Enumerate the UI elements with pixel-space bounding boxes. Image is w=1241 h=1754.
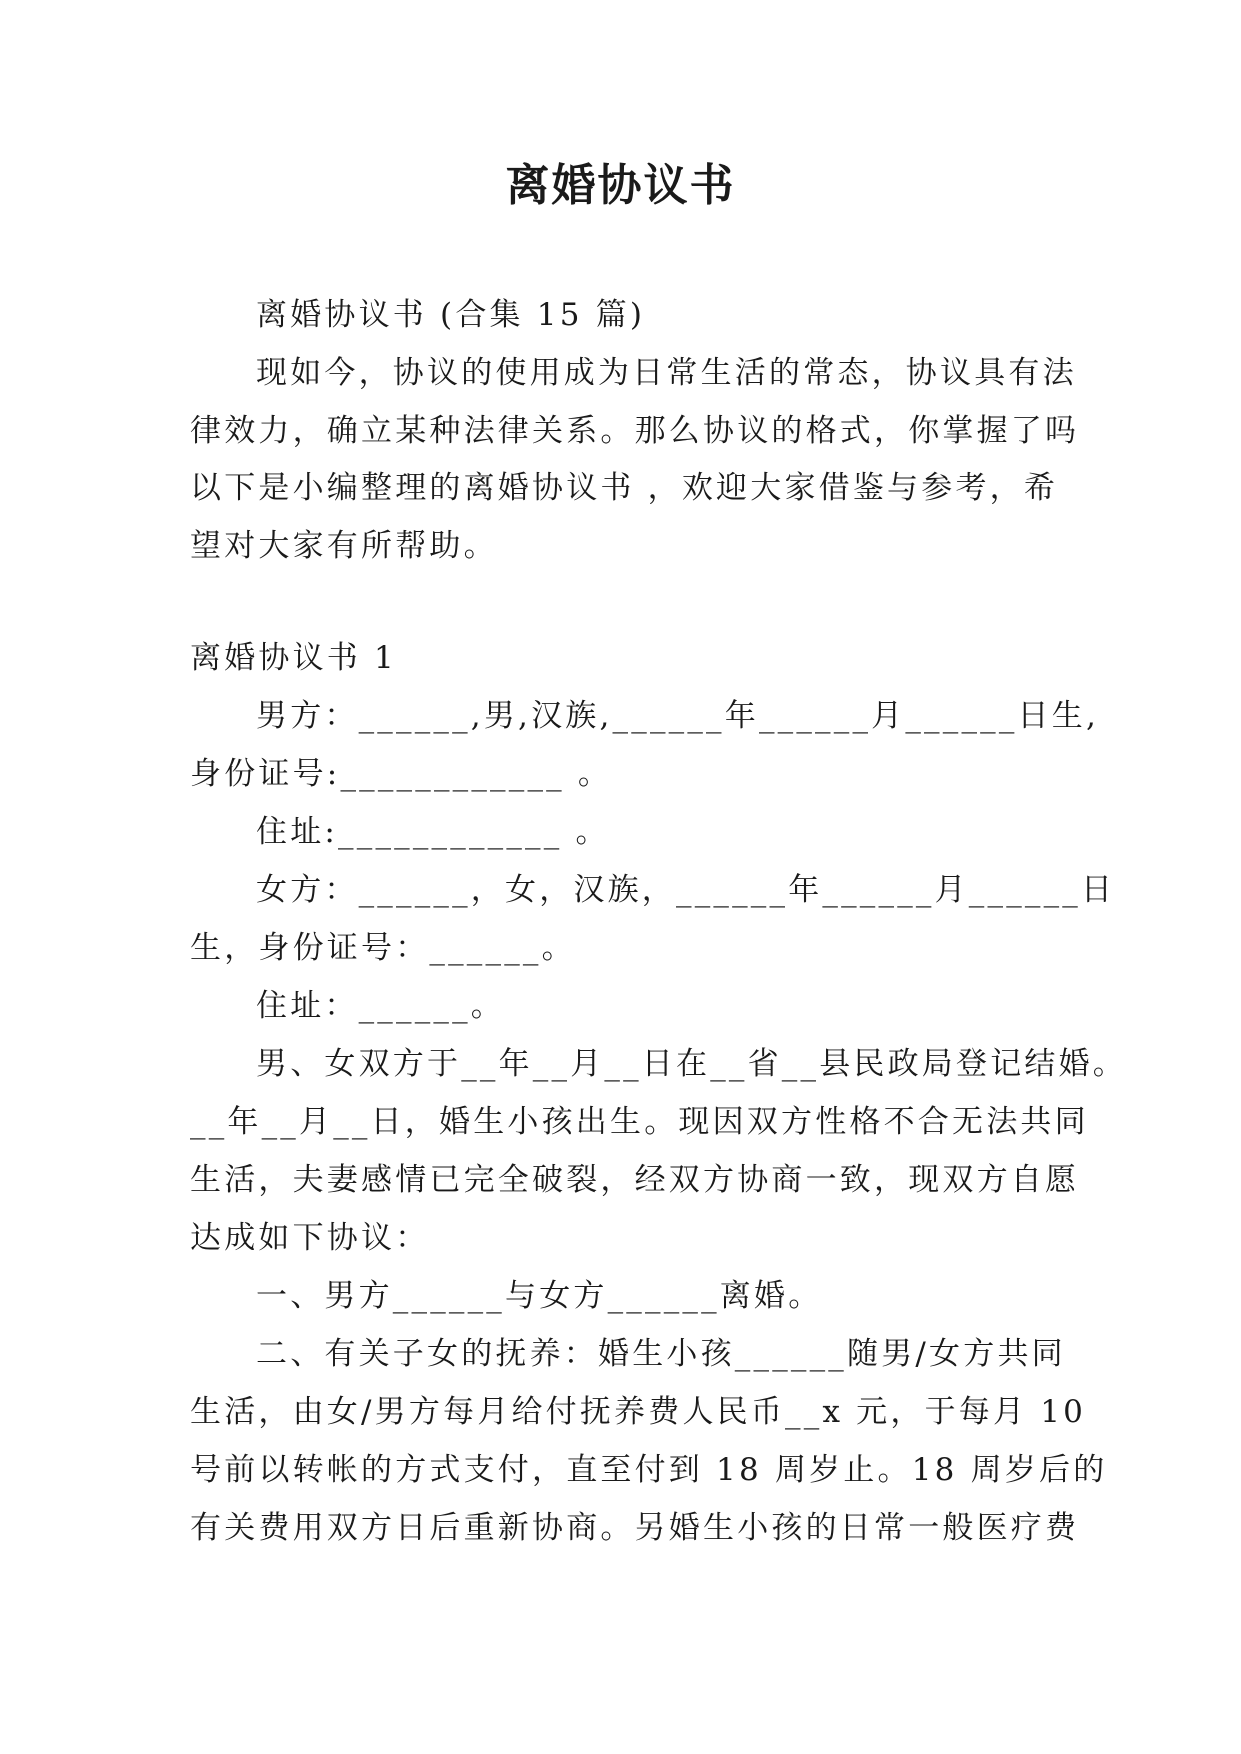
clause-two-line: 生活，由女/男方每月给付抚养费人民币__x 元，于每月 10 (190, 1394, 1087, 1430)
agreement-line-man-address: 住址:____________ 。 (256, 814, 610, 850)
agreement-line-woman-address: 住址：______。 (256, 988, 505, 1024)
agreement-line-woman-id: 生，身份证号：______。 (190, 930, 576, 966)
intro-paragraph-line: 以下是小编整理的离婚协议书 ，欢迎大家借鉴与参考，希 (190, 470, 1059, 506)
agreement-line-man: 男方：______,男,汉族,______年______月______日生, (256, 698, 1100, 734)
agreement-paragraph-line: __年__月__日，婚生小孩出生。现因双方性格不合无法共同 (190, 1104, 1089, 1140)
intro-paragraph-line: 律效力，确立某种法律关系。那么协议的格式，你掌握了吗 (190, 413, 1080, 449)
clause-two-line: 二、有关子女的抚养：婚生小孩______随男/女方共同 (256, 1336, 1066, 1372)
clause-two-line: 有关费用双方日后重新协商。另婚生小孩的日常一般医疗费 (190, 1510, 1080, 1546)
agreement-paragraph-line: 生活，夫妻感情已完全破裂，经双方协商一致，现双方自愿 (190, 1162, 1080, 1198)
collection-subtitle: 离婚协议书 (合集 15 篇) (256, 297, 646, 333)
intro-paragraph-line: 现如今，协议的使用成为日常生活的常态，协议具有法 (256, 355, 1077, 391)
agreement-paragraph-line: 男、女双方于__年__月__日在__省__县民政局登记结婚。 (256, 1046, 1127, 1082)
document-title: 离婚协议书 (505, 160, 736, 211)
clause-one: 一、男方______与女方______离婚。 (256, 1278, 823, 1314)
agreement-line-man-id: 身份证号:____________ 。 (190, 756, 613, 792)
intro-paragraph-line: 望对大家有所帮助。 (190, 528, 498, 564)
agreement-line-woman: 女方：______，女，汉族，______年______月______日 (256, 872, 1116, 908)
section-heading: 离婚协议书 1 (190, 640, 397, 676)
agreement-paragraph-line: 达成如下协议： (190, 1220, 430, 1256)
clause-two-line: 号前以转帐的方式支付，直至付到 18 周岁止。18 周岁后的 (190, 1452, 1108, 1488)
